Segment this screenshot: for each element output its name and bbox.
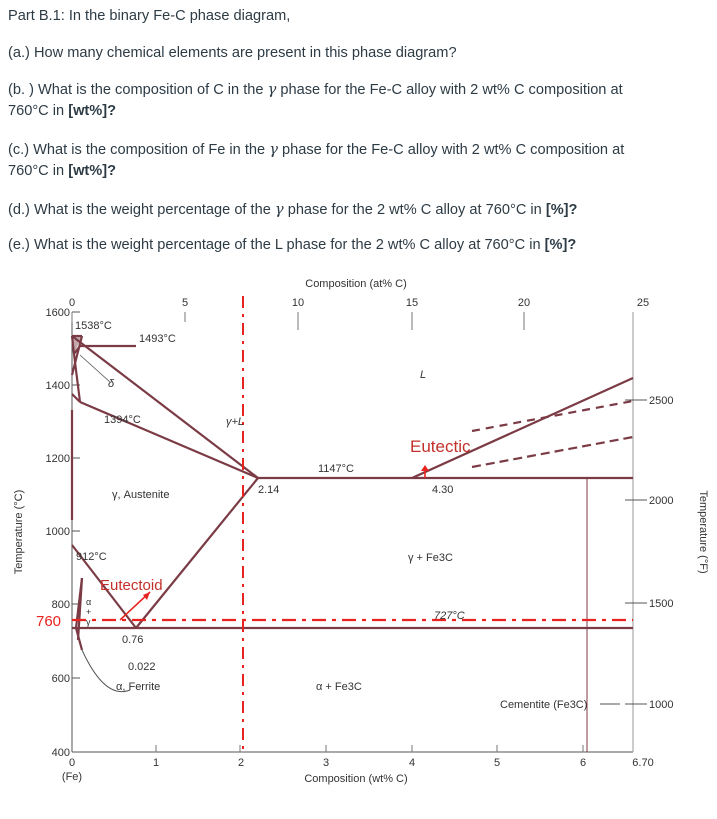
question-c: (c.) What is the composition of Fe in the γ phase for the Fe-C alloy with 2 wt% C composition at 760°C in [wt%]? [8,141,625,179]
austenite-label: γ, Austenite [112,489,170,501]
question-d: (d.) What is the weight percentage of the γ phase for the 2 wt% C alloy at 760°C in [%]? [8,201,578,218]
delta-leader [80,355,110,382]
top-tick-label: 5 [181,297,189,309]
liquidus-left [72,336,258,478]
top-tick-label: 15 [405,297,419,309]
left-tick-label: 800 [51,599,70,611]
bottom-ticks [156,745,583,752]
gamma-symbol: γ [274,201,284,218]
highlight-temp-label: 760 [36,613,62,630]
bottom-tick-label: 0 [68,757,76,769]
annotations [75,320,587,711]
left-tick-label: 400 [51,747,70,759]
left-tick-label: 600 [51,673,70,685]
top-tick-label: 20 [517,297,531,309]
plus-small-label: + [86,607,92,617]
liquid-label: L [420,369,427,381]
top-tick-labels [69,297,649,309]
bottom-axis-label: Composition (wt% C) [304,773,408,785]
eutectic-arrow-head [421,465,429,471]
right-axis-label: Temperature (°F) [697,490,709,574]
alpha-fe3c-label: α + Fe3C [316,681,362,693]
left-tick-labels [46,307,70,759]
t1147-label: 1147°C [318,463,354,475]
right-tick-labels [649,395,673,711]
gamma-symbol: γ [267,81,277,98]
bottom-tick-label: 2 [237,757,245,769]
right-tick-label: 1000 [649,699,674,711]
gamma-l-label: γ+L [226,416,245,428]
alpha-small-label: α [86,597,92,607]
c0022-label: 0.022 [128,661,156,673]
question-b: (b. ) What is the composition of C in the γ phase for the Fe-C alloy with 2 wt% C composition at 760°C in [wt%]? [8,81,623,119]
dashed-extension-upper [472,401,633,431]
left-tick-label: 1600 [45,307,70,319]
right-tick-label: 2500 [649,395,674,407]
gamma-symbol: γ [269,141,278,158]
left-axis-label: Temperature (°C) [13,489,25,575]
c430-label: 4.30 [432,484,454,496]
t1394-label: 1394°C [104,414,141,426]
t727-label: 727°C [434,610,465,622]
eutectic-label: Eutectic [410,437,471,456]
eutectoid-label: Eutectoid [100,577,163,594]
top-tick-label: 25 [636,297,650,309]
bottom-tick-label: 3 [322,757,330,769]
liquidus-right [412,378,633,478]
c214-label: 2.14 [258,484,280,496]
bottom-tick-label: 1 [152,757,160,769]
right-ticks [625,400,647,704]
phase-diagram [0,264,717,819]
top-tick-label: 10 [291,297,305,309]
dashed-extension [472,437,633,467]
cementite-label: Cementite (Fe3C) [500,699,588,711]
right-tick-label: 2000 [649,495,674,507]
ferrite-label: α, Ferrite [116,681,161,693]
bottom-tick-label: 6.70 [632,757,654,769]
question-a: (a.) How many chemical elements are present in this phase diagram? [8,45,457,61]
left-tick-label: 1000 [45,526,70,538]
t912-label: 912°C [76,551,107,563]
top-ticks [72,312,524,330]
top-axis-label: Composition (at% C) [305,278,407,290]
fe-origin-label: (Fe) [61,771,83,783]
gamma-small-label: γ [86,617,91,627]
question-e: (e.) What is the weight percentage of the L phase for the 2 wt% C alloy at 760°C in [%]? [8,237,577,253]
bottom-tick-label: 5 [493,757,501,769]
right-tick-label: 1500 [649,598,674,610]
top-tick-label: 0 [68,297,76,309]
bottom-tick-label: 6 [579,757,587,769]
t1493-label: 1493°C [139,333,176,345]
t1538-label: 1538°C [75,320,112,332]
gamma-fe3c-label: γ + Fe3C [408,552,453,564]
bottom-tick-label: 4 [408,757,416,769]
delta-label: δ [108,378,115,390]
left-tick-label: 1200 [45,453,70,465]
intro-text: Part B.1: In the binary Fe-C phase diagram, [8,8,291,24]
left-tick-label: 1400 [45,380,70,392]
c076-label: 0.76 [122,634,144,646]
